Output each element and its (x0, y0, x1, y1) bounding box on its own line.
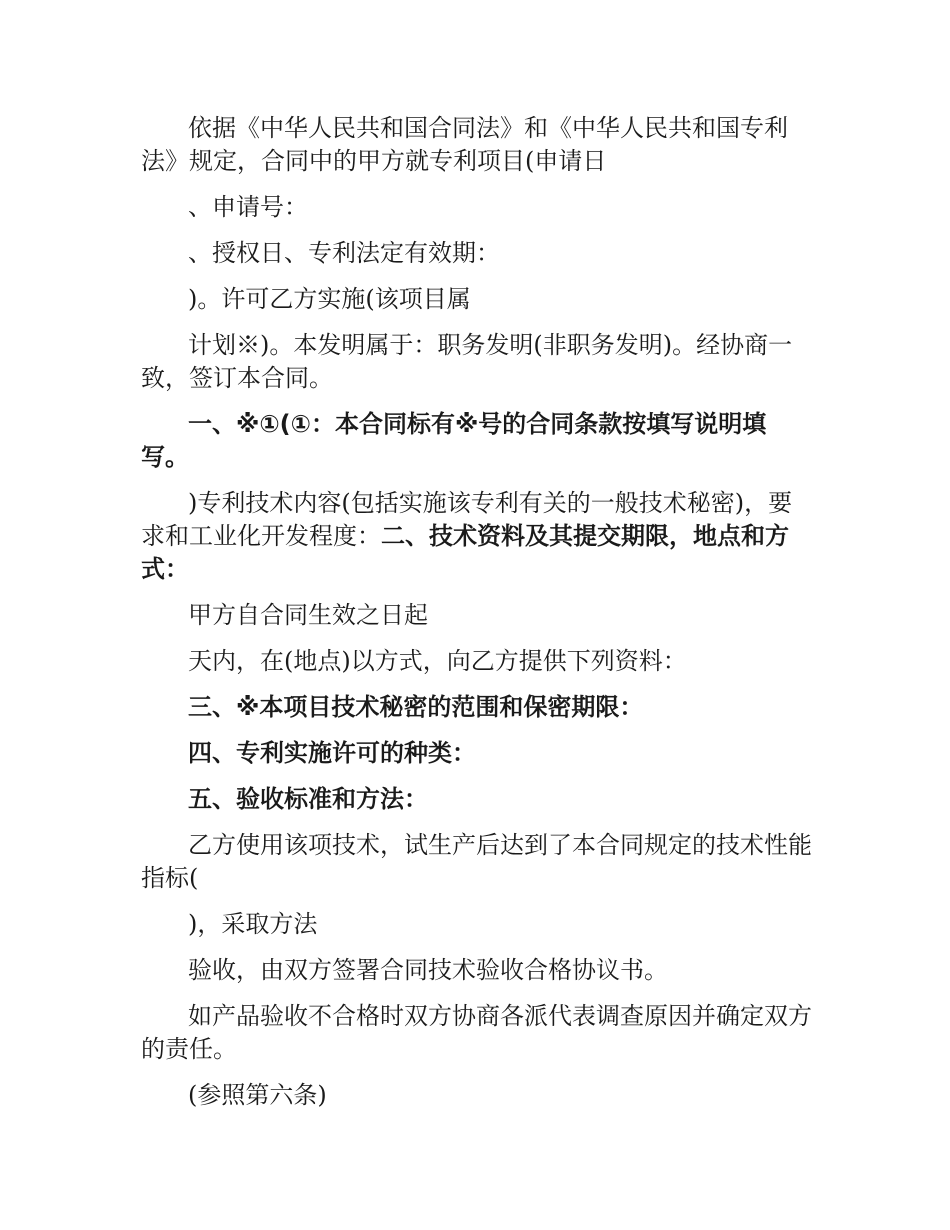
paragraph-invention-type: 计划※)。本发明属于：职务发明(非职务发明)。经协商一致，签订本合同。 (141, 331, 793, 392)
section-heading-3: 三、※本项目技术秘密的范围和保密期限： (188, 693, 644, 721)
paragraph-grant-date: 、授权日、专利法定有效期： (188, 239, 500, 267)
section-heading-1: 一、※①(①：本合同标有※号的合同条款按填写说明填写。 (141, 410, 767, 471)
document-page (141, 112, 813, 1125)
paragraph-application-number: 、申请号： (188, 193, 308, 221)
paragraph-acceptance: 验收，由双方签署合同技术验收合格协议书。 (188, 956, 668, 984)
paragraph-delivery-start: 甲方自合同生效之日起 (188, 601, 428, 629)
paragraph-reference: (参照第六条) (188, 1081, 327, 1109)
section-heading-2: 二、技术资料及其提交期限，地点和方式： (141, 522, 789, 583)
section-heading-4: 四、专利实施许可的种类： (188, 739, 476, 767)
paragraph-preamble: 依据《中华人民共和国合同法》和《中华人民共和国专利法》规定，合同中的甲方就专利项目(申请日 (141, 114, 788, 175)
paragraph-method: )，采取方法 (188, 910, 318, 938)
paragraph-failure: 如产品验收不合格时双方协商各派代表调查原因并确定双方的责任。 (141, 1002, 812, 1063)
paragraph-performance: 乙方使用该项技术，试生产后达到了本合同规定的技术性能指标( (141, 831, 812, 892)
paragraph-license-grant: )。许可乙方实施(该项目属 (188, 285, 471, 313)
patent-content-text: )专利技术内容(包括实施该专利有关的一般技术秘密)，要求和工业化开发程度： (141, 489, 793, 550)
section-heading-5: 五、验收标准和方法： (188, 785, 428, 813)
paragraph-patent-content (141, 487, 813, 586)
paragraph-delivery-method: 天内，在(地点)以方式，向乙方提供下列资料： (188, 647, 687, 675)
